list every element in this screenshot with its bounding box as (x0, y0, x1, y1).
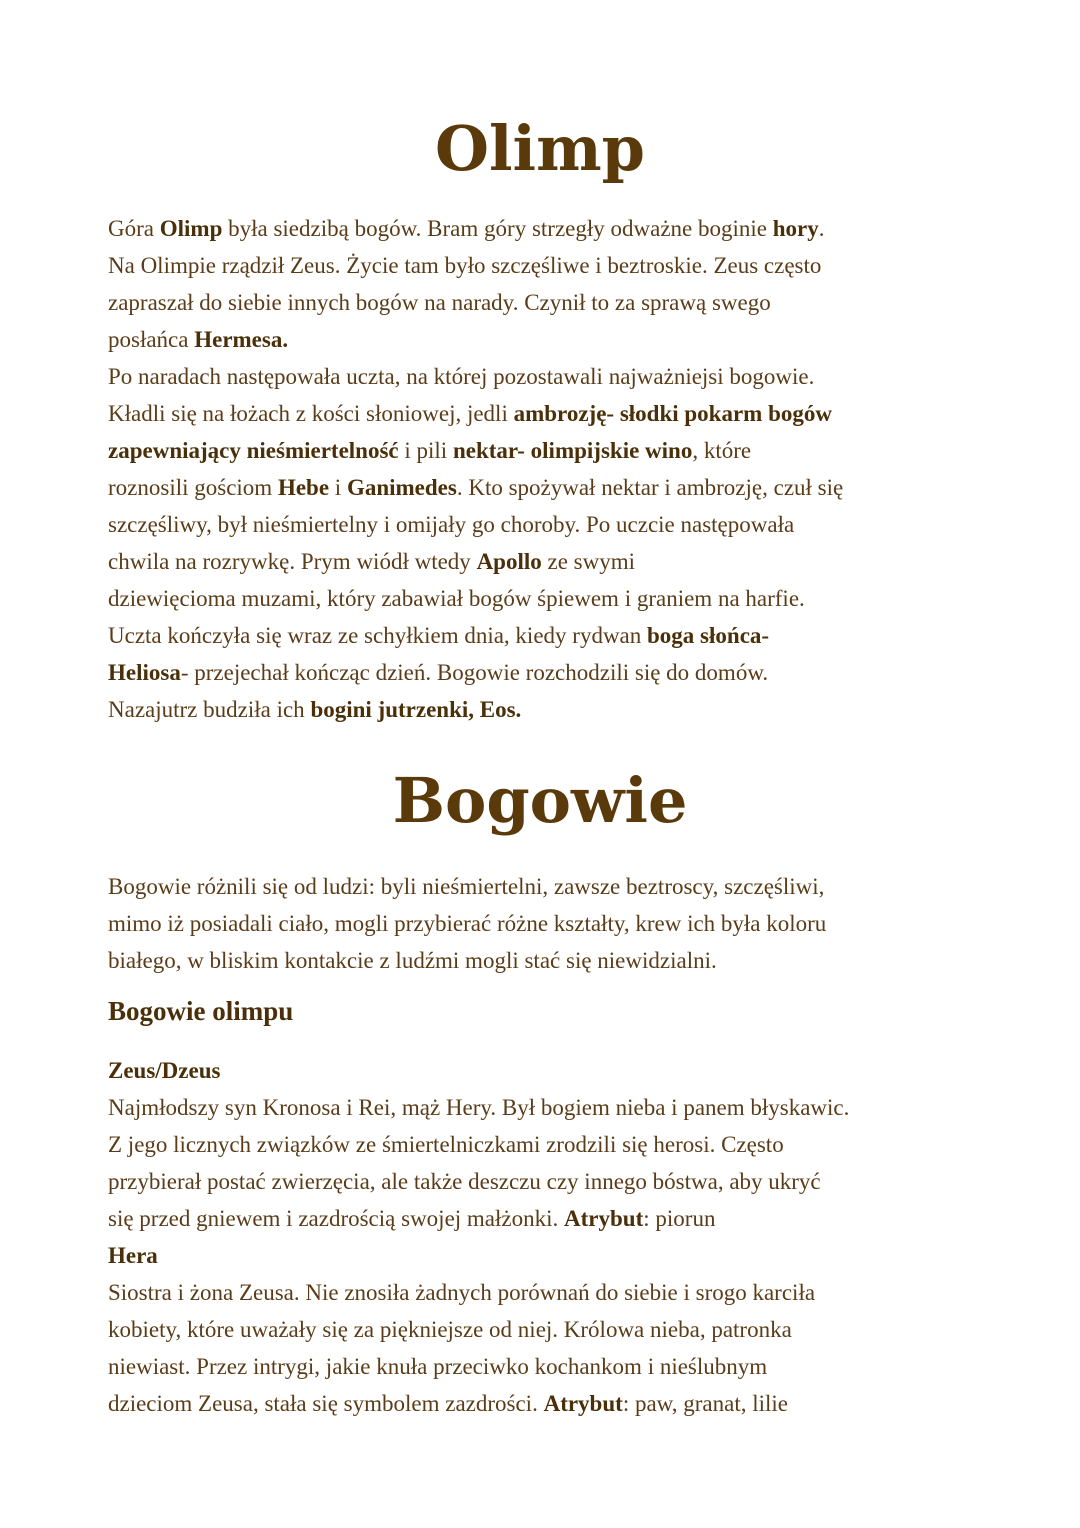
text-run: się przed gniewem i zazdrością swojej małżonki. (108, 1206, 565, 1231)
bold-term: boga słońca- (647, 623, 770, 648)
gods-list (108, 1052, 988, 1422)
bold-term: ambrozję- słodki pokarm bogów (513, 401, 832, 426)
text-line (108, 1163, 988, 1200)
bold-term: nektar- olimpijskie wino (452, 438, 693, 463)
text-run: szczęśliwy, był nieśmiertelny i omijały go choroby. Po uczcie następowała (108, 512, 795, 537)
text-run: Z jego licznych związków ze śmiertelniczkami zrodzili się herosi. Często (108, 1132, 784, 1157)
text-line (108, 1089, 988, 1126)
text-run: ze swymi (541, 549, 636, 574)
text-line (108, 1311, 988, 1348)
text-run: : piorun (643, 1206, 716, 1231)
bold-term: Heliosa (108, 660, 181, 685)
text-run: - przejechał kończąc dzień. Bogowie rozchodzili się do domów. (180, 660, 769, 685)
text-run: Bogowie różnili się od ludzi: byli nieśmiertelni, zawsze beztroscy, szczęśliwi, (108, 874, 825, 899)
olympian-gods-heading: Bogowie olimpu (108, 996, 294, 1026)
olimp-title: Olimp (434, 112, 646, 185)
text-line (108, 1385, 988, 1422)
bold-term: hory (772, 216, 819, 241)
text-run: kobiety, które uważały się za piękniejsze od niej. Królowa nieba, patronka (108, 1317, 792, 1342)
text-run: Góra (108, 216, 160, 241)
text-run: dzieciom Zeusa, stała się symbolem zazdrości. (108, 1391, 544, 1416)
text-line (108, 691, 988, 728)
bold-term: Atrybut (543, 1391, 623, 1416)
text-run: . Kto spożywał nektar i ambrozję, czuł się (456, 475, 844, 500)
text-line (108, 284, 988, 321)
text-line (108, 580, 988, 617)
bold-term: Hebe (277, 475, 330, 500)
god-name: Zeus/Dzeus (108, 1058, 221, 1083)
text-run: . (818, 216, 825, 241)
text-run: zapraszał do siebie innych bogów na narady. Czynił to za sprawą swego (108, 290, 771, 315)
text-line (108, 543, 988, 580)
text-run: Siostra i żona Zeusa. Nie znosiła żadnych porównań do siebie i srogo karciła (108, 1280, 816, 1305)
text-line (108, 868, 988, 905)
bold-term: bogini jutrzenki, Eos. (310, 697, 522, 722)
text-run: : paw, granat, lilie (622, 1391, 789, 1416)
text-run: posłańca (108, 327, 195, 352)
text-run: i (329, 475, 347, 500)
text-run: Nazajutrz budziła ich (108, 697, 311, 722)
bold-term: Hermesa. (194, 327, 289, 352)
bogowie-title: Bogowie (392, 764, 688, 837)
bold-term: Atrybut (564, 1206, 644, 1231)
text-line (108, 506, 988, 543)
text-line (108, 942, 988, 979)
text-run: , które (692, 438, 752, 463)
text-run: niewiast. Przez intrygi, jakie knuła przeciwko kochankom i nieślubnym (108, 1354, 768, 1379)
text-run: roznosili gościom (108, 475, 278, 500)
text-run: Po naradach następowała uczta, na której pozostawali najważniejsi bogowie. (108, 364, 815, 389)
text-run: była siedzibą bogów. Bram góry strzegły odważne boginie (222, 216, 773, 241)
god-name: Hera (108, 1243, 158, 1268)
bold-term: zapewniający nieśmiertelność (108, 438, 399, 463)
text-run: dziewięcioma muzami, który zabawiał bogów śpiewem i graniem na harfie. (108, 586, 805, 611)
text-line (108, 432, 988, 469)
text-run: Na Olimpie rządził Zeus. Życie tam było szczęśliwe i beztroskie. Zeus często (108, 253, 822, 278)
text-line (108, 654, 988, 691)
text-line (108, 1126, 988, 1163)
bold-term: Olimp (159, 216, 223, 241)
text-run: Najmłodszy syn Kronosa i Rei, mąż Hery. Był bogiem nieba i panem błyskawic. (108, 1095, 850, 1120)
text-run: i pili (398, 438, 453, 463)
text-run: przybierał postać zwierzęcia, ale także deszczu czy innego bóstwa, aby ukryć (108, 1169, 821, 1194)
text-line (108, 1348, 988, 1385)
text-line (108, 358, 988, 395)
text-line (108, 1200, 988, 1237)
olimp-paragraph (108, 210, 988, 728)
bold-term: Ganimedes (346, 475, 457, 500)
text-run: białego, w bliskim kontakcie z ludźmi mogli stać się niewidzialni. (108, 948, 717, 973)
text-line (108, 395, 988, 432)
text-line (108, 321, 988, 358)
text-run: Uczta kończyła się wraz ze schyłkiem dnia, kiedy rydwan (108, 623, 648, 648)
text-line (108, 905, 988, 942)
text-run: mimo iż posiadali ciało, mogli przybierać różne kształty, krew ich była koloru (108, 911, 827, 936)
text-line (108, 617, 988, 654)
text-run: Kładli się na łożach z kości słoniowej, jedli (108, 401, 514, 426)
text-line (108, 1274, 988, 1311)
text-line (108, 210, 988, 247)
text-line (108, 247, 988, 284)
bogowie-paragraph (108, 868, 988, 979)
bold-term: Apollo (476, 549, 542, 574)
text-run: chwila na rozrywkę. Prym wiódł wtedy (108, 549, 477, 574)
text-line (108, 469, 988, 506)
